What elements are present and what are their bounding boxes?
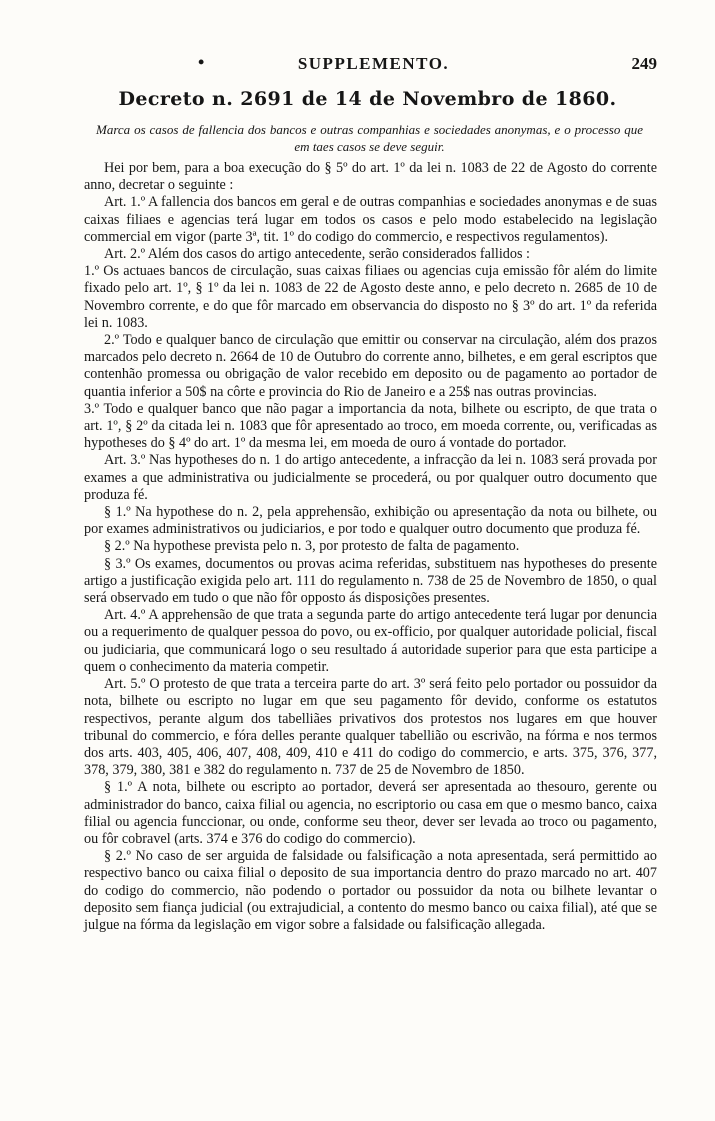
decree-title: Decreto n. 2691 de 14 de Novembro de 1860. bbox=[118, 88, 617, 110]
paragraph: 2.º Todo e qualquer banco de circulação que emittir ou conservar na circulação, além dos prazos marcados pelo decreto n. 2664 de 10 de Outubro do corrente anno, bilhetes, e em geral escriptos que contenhão promessa ou obrigação de valor recebido em deposito ou de pagamento ao portador de quantia inferior a 50$ na côrte e provincia do Rio de Janeiro e a 25$ nas outras provincias. bbox=[84, 332, 657, 400]
running-title: SUPPLEMENTO. bbox=[297, 54, 450, 73]
paragraph: Art. 2.º Além dos casos do artigo antecedente, serão considerados fallidos : bbox=[104, 246, 530, 263]
paragraph: Hei por bem, para a boa execução do § 5º do art. 1º da lei n. 1083 de 22 de Agosto do corrente anno, decretar o seguinte : bbox=[84, 160, 657, 194]
page-number: 249 bbox=[631, 54, 657, 73]
paragraph: § 2.º Na hypothese prevista pelo n. 3, por protesto de falta de pagamento. bbox=[104, 538, 520, 555]
running-header bbox=[90, 54, 657, 76]
paragraph: § 3.º Os exames, documentos ou provas acima referidas, substituem nas hypotheses do presente artigo a justificação exigida pelo art. 111 do regulamento n. 738 de 25 de Novembro de 1850, o qual será observado em tudo o que não fôr opposto ás disposições presentes. bbox=[84, 555, 657, 607]
decree-summary: Marca os casos de fallencia dos bancos e outras companhias e sociedades anonymas, e o processo que em taes casos se deve seguir. bbox=[96, 122, 643, 154]
header-dot: • bbox=[198, 52, 205, 72]
decree-body bbox=[84, 160, 657, 934]
paragraph: Art. 3.º Nas hypotheses do n. 1 do artigo antecedente, a infracção da lei n. 1083 será provada por exames a que administrativa ou judicialmente se procederá, ou por qualquer outro documento que produza fé. bbox=[84, 452, 657, 503]
paragraph: § 2.º No caso de ser arguida de falsidade ou falsificação a nota apresentada, será permittido ao respectivo banco ou caixa filial o deposito de sua importancia dentro do prazo marcado no art. 407 do codigo do commercio, não podendo o portador ou possuidor da nota ou bilhete levantar o deposito sem fiança judicial (ou extrajudicial, a contento do mesmo banco ou caixa filial), até que se julgue na fórma da legislação em vigor sobre a falsidade ou falsificação allegada. bbox=[84, 848, 657, 933]
paragraph: Art. 1.º A fallencia dos bancos em geral e de outras companhias e sociedades anonymas e de suas caixas filiaes e agencias terá lugar em todos os casos e pelo modo estabelecido na legislação commercial em vigor (parte 3ª, tit. 1º do codigo do commercio, e respectivos regulamentos). bbox=[84, 194, 657, 245]
paragraph: 3.º Todo e qualquer banco que não pagar a importancia da nota, bilhete ou escripto, de que trata o art. 1º, § 2º da citada lei n. 1083 que fôr apresentado ao troco, em moeda corrente, ou, verificadas as hypotheses do § 4º do art. 1º da mesma lei, em moeda de ouro á vontade do portador. bbox=[84, 400, 657, 452]
paragraph: Art. 5.º O protesto de que trata a terceira parte do art. 3º será feito pelo portador ou possuidor da nota, bilhete ou escripto no lugar em que seu pagamento fôr devido, conforme os estatutos respectivos, perante algum dos tabelliães privativos dos protestos nos lugares em que houver tribunal do commercio, e fóra delles perante qualquer tabellião ou escrivão, na fórma e nos termos dos arts. 403, 405, 406, 407, 408, 409, 410 e 411 do codigo do commercio, e arts. 375, 376, 377, 378, 379, 380, 381 e 382 do regulamento n. 737 de 25 de Novembro de 1850. bbox=[84, 676, 657, 779]
paragraph: 1.º Os actuaes bancos de circulação, suas caixas filiaes ou agencias cuja emissão fôr além do limite fixado pelo art. 1º, § 1º da lei n. 1083 de 22 de Agosto deste anno, e pelo decreto n. 2685 de 10 de Novembro corrente, e do que fôr marcado em observancia do disposto no § 3º do art. 1º da referida lei n. 1083. bbox=[84, 263, 657, 331]
paragraph: Art. 4.º A apprehensão de que trata a segunda parte do artigo antecedente terá lugar por denuncia ou a requerimento de qualquer pessoa do povo, ou ex-officio, por qualquer autoridade policial, fiscal ou judiciaria, que communicará logo o seu resultado á autoridade superior para que esta participe a quem o conhecimento da materia competir. bbox=[84, 607, 657, 675]
paragraph: § 1.º A nota, bilhete ou escripto ao portador, deverá ser apresentada ao thesouro, gerente ou administrador do banco, caixa filial ou agencia, no escriptorio ou casa em que o mesmo banco, caixa filial ou agencia funccionar, ou onde, conforme seu theor, dever ser levada ao troco ou pagamento, ou fôr cobravel (arts. 374 e 376 do codigo do commercio). bbox=[84, 779, 657, 847]
paragraph: § 1.º Na hypothese do n. 2, pela apprehensão, exhibição ou apresentação da nota ou bilhete, ou por exames administrativos ou judiciarios, e por todo e qualquer outro documento que produza fé. bbox=[84, 504, 657, 538]
